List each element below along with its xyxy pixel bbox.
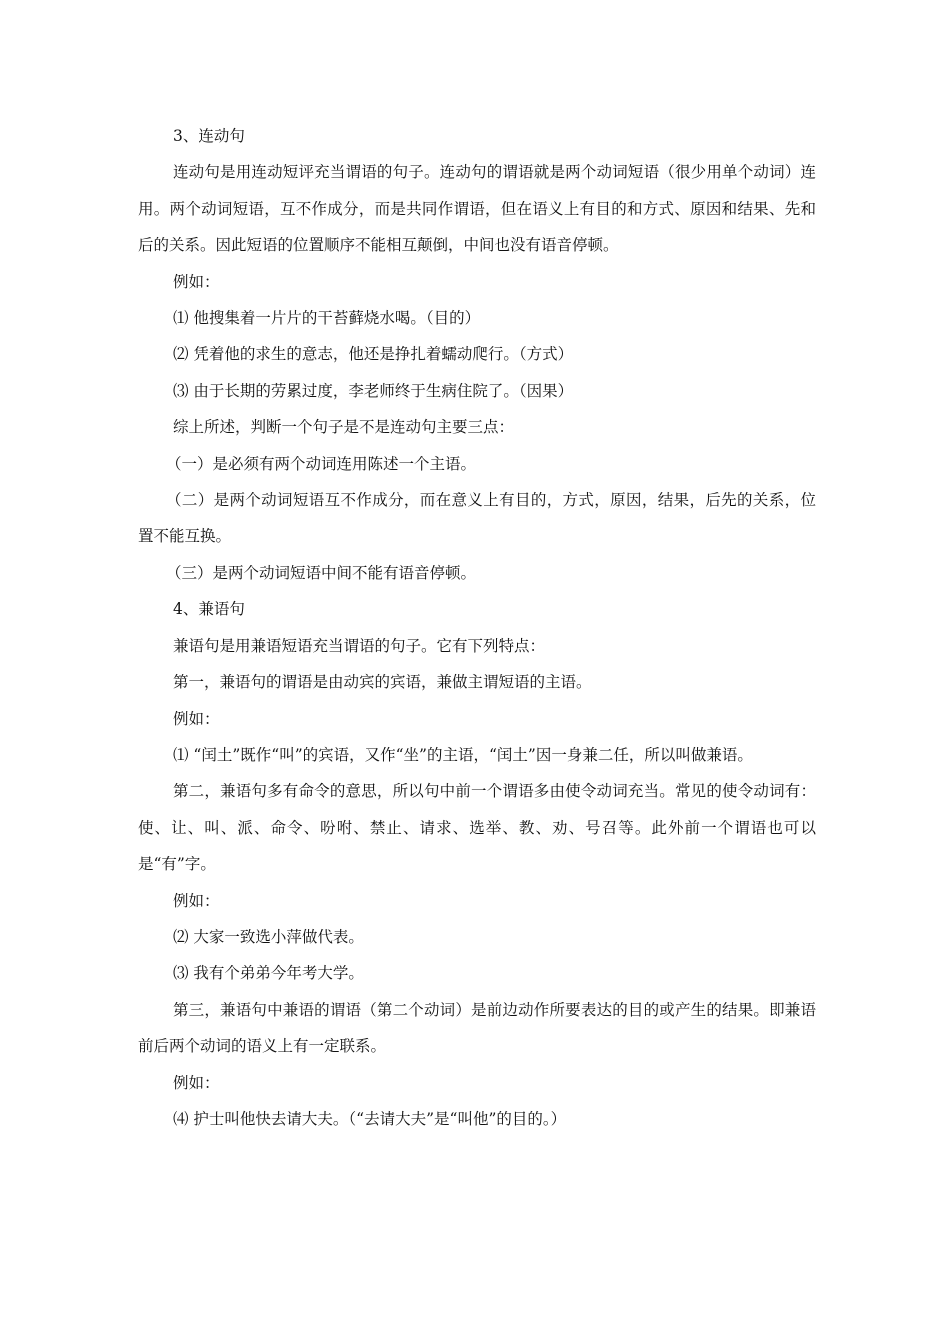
example-label: 例如：	[173, 1073, 220, 1092]
example-label: 例如：	[173, 709, 220, 728]
section-heading-4: 4、兼语句	[173, 600, 245, 619]
criterion-3: （三）是两个动词短语中间不能有语音停顿。	[166, 563, 477, 582]
example-item-2: ⑵ 大家一致选小萍做代表。	[173, 927, 364, 946]
document-page	[138, 118, 816, 1137]
criterion-2: （二）是两个动词短语互不作成分，而在意义上有目的，方式，原因，结果，后先的关系，位置不能互换。	[138, 491, 816, 546]
criterion-1: （一）是必须有两个动词连用陈述一个主语。	[166, 454, 477, 473]
example-item-1: ⑴ “闰土”既作“叫”的宾语，又作“坐”的主语，“闰土”因一身兼二任，所以叫做兼语。	[173, 745, 753, 764]
example-item-4: ⑷ 护士叫他快去请大夫。（“去请大夫”是“叫他”的目的。）	[173, 1109, 567, 1128]
feature-3: 第三，兼语句中兼语的谓语（第二个动词）是前边动作所要表达的目的或产生的结果。即兼语前后两个动词的语义上有一定联系。	[138, 1000, 816, 1056]
feature-1: 第一，兼语句的谓语是由动宾的宾语，兼做主谓短语的主语。	[173, 673, 592, 692]
example-label: 例如：	[173, 272, 220, 291]
summary-paragraph: 综上所述，判断一个句子是不是连动句主要三点：	[173, 418, 515, 437]
example-item-3: ⑶ 由于长期的劳累过度，李老师终于生病住院了。（因果）	[173, 381, 574, 400]
example-item-1: ⑴ 他搜集着一片片的干苔藓烧水喝。（目的）	[173, 309, 481, 328]
section-heading-3: 3、连动句	[173, 127, 245, 145]
paragraph-pivotal-definition: 兼语句是用兼语短语充当谓语的句子。它有下列特点：	[173, 636, 546, 655]
example-item-3: ⑶ 我有个弟弟今年考大学。	[173, 964, 364, 983]
feature-2: 第二，兼语句多有命令的意思，所以句中前一个谓语多由使令动词充当。常见的使令动词有：使、让、叫、派、命令、吩咐、禁止、请求、选举、教、劝、号召等。此外前一个谓语也可以是“有”字。	[138, 782, 816, 874]
paragraph-serial-verb-definition: 连动句是用连动短评充当谓语的句子。连动句的谓语就是两个动词短语（很少用单个动词）连用。两个动词短语，互不作成分，而是共同作谓语，但在语义上有目的和方式、原因和结果、先和后的关系。因此短语的位置顺序不能相互颠倒，中间也没有语音停顿。	[138, 163, 816, 255]
example-label: 例如：	[173, 891, 220, 910]
example-item-2: ⑵ 凭着他的求生的意志，他还是挣扎着蠕动爬行。（方式）	[173, 345, 574, 364]
